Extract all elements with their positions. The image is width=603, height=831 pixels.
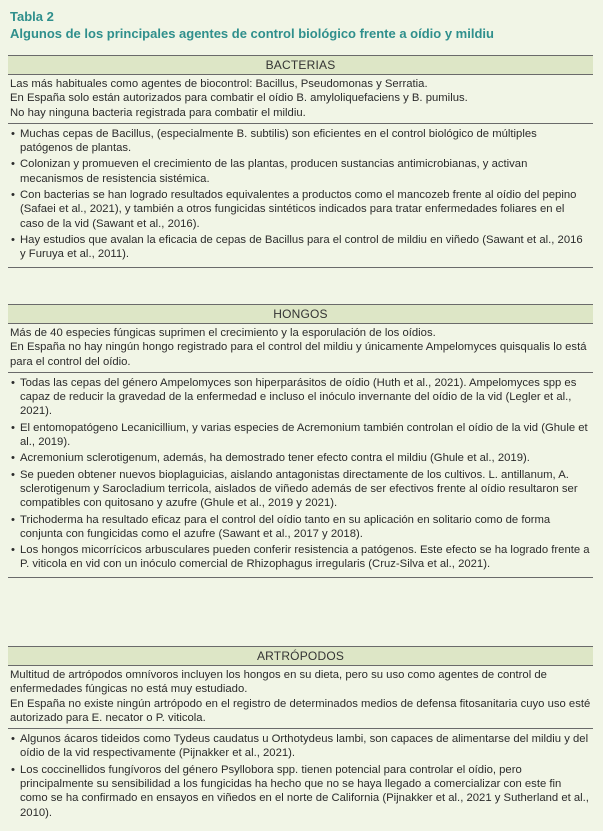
- intro-line: Multitud de artrópodos omnívoros incluyen los hongos en su dieta, pero su uso como agentes de control de enfermedades fúngicas no está muy estudiado.: [10, 669, 547, 696]
- section-bacterias: [8, 55, 593, 268]
- intro-line: En España no existe ningún artrópodo en el registro de determinados medios de defensa fitosanitaria cuyo uso esté autorizado para E. necator o P. viticola.: [10, 697, 591, 724]
- section-hongos: [8, 304, 593, 578]
- bullet-list-artropodos: [8, 729, 593, 825]
- section-divider: [8, 267, 593, 268]
- list-item: • Se pueden obtener nuevos bioplaguicias, aislando antagonistas directamente de los cultivos. L. antillanum, A. sclerotigenum y Sarocladium terricola, aislados de viñedo además de ser efectivos frente al oídio resultaron ser compatibles con quitosano y azufre (Ghule et al., 2019 y 2021).: [10, 468, 591, 511]
- intro-line: Las más habituales como agentes de biocontrol: Bacillus, Pseudomonas y Serratia.: [10, 78, 428, 90]
- intro-hongos: [8, 324, 593, 373]
- section-artropodos: [8, 646, 593, 825]
- section-heading-bacterias: BACTERIAS: [8, 55, 593, 75]
- intro-line: Más de 40 especies fúngicas suprimen el crecimiento y la esporulación de los oídios.: [10, 327, 436, 339]
- intro-line: En España no hay ningún hongo registrado para el control del mildiu y únicamente Ampelomyces quisqualis lo está para el control del oídio.: [10, 341, 587, 368]
- list-item: • Los hongos micorrícicos arbusculares pueden conferir resistencia a patógenos. Este efecto se ha logrado frente a P. viticola en vid con un inóculo comercial de Rhizophagus irregularis (Cruz-Silva et al., 2021).: [10, 543, 591, 572]
- intro-bacterias: [8, 75, 593, 124]
- bullet-list-hongos: [8, 373, 593, 577]
- table-title: Algunos de los principales agentes de control biológico frente a oídio y mildiu: [10, 26, 494, 41]
- list-item: • Colonizan y promueven el crecimiento de las plantas, producen sustancias antimicrobianas, y activan mecanismos de resistencia sistémica.: [10, 157, 591, 186]
- list-item: • Los coccinellidos fungívoros del género Psyllobora spp. tienen potencial para controlar el oídio, pero principalmente su sensibilidad a los fungicidas ha hecho que no se haya llegado a comercializar con este fin como se ha confirmado en ensayos en viñedos en el norte de California (Pijnakker et al., 2021 y Sutherland et al., 2010).: [10, 763, 591, 820]
- intro-line: En España solo están autorizados para combatir el oídio B. amyloliquefaciens y B. pumilus.: [10, 92, 468, 105]
- list-item: • Acremonium sclerotigenum, además, ha demostrado tener efecto contra el mildiu (Ghule et al., 2019).: [10, 451, 591, 465]
- section-heading-hongos: HONGOS: [8, 304, 593, 324]
- list-item: • El entomopatógeno Lecanicillium, y varias especies de Acremonium también controlan el oídio de la vid (Ghule et al., 2019).: [10, 421, 591, 450]
- table-number: Tabla 2: [10, 9, 54, 24]
- intro-line: No hay ninguna bacteria registrada para combatir el mildiu.: [10, 106, 306, 119]
- list-item: • Con bacterias se han logrado resultados equivalentes a productos como el mancozeb frente al oídio del pepino (Safaei et al., 2021), y también a otros fungicidas sintéticos indicados para tratar enfermedades foliares en el caso de la vid (Sawant et al., 2016).: [10, 188, 591, 231]
- list-item: • Muchas cepas de Bacillus, (especialmente B. subtilis) son eficientes en el control biológico de múltiples patógenos de plantas.: [10, 127, 591, 156]
- intro-artropodos: [8, 666, 593, 729]
- section-divider: [8, 577, 593, 578]
- list-item: • Algunos ácaros tideidos como Tydeus caudatus u Orthotydeus lambi, son capaces de alimentarse del mildiu y del oídio de la vid respectivamente (Pijnakker et al., 2021).: [10, 732, 591, 761]
- section-heading-artropodos: ARTRÓPODOS: [8, 646, 593, 666]
- list-item: • Todas las cepas del género Ampelomyces son hiperparásitos de oídio (Huth et al., 2021). Ampelomyces spp es capaz de reducir la gravedad de la enfermedad e incluso el inóculo invernante del oídio de la vid (Legler et al., 2021).: [10, 376, 591, 419]
- list-item: • Hay estudios que avalan la eficacia de cepas de Bacillus para el control de mildiu en viñedo (Sawant et al., 2016 y Furuya et al., 2011).: [10, 233, 591, 262]
- list-item: • Trichoderma ha resultado eficaz para el control del oídio tanto en su aplicación en solitario como de forma conjunta con fungicidas como el azufre (Sawant et al., 2017 y 2018).: [10, 513, 591, 542]
- bullet-list-bacterias: [8, 124, 593, 267]
